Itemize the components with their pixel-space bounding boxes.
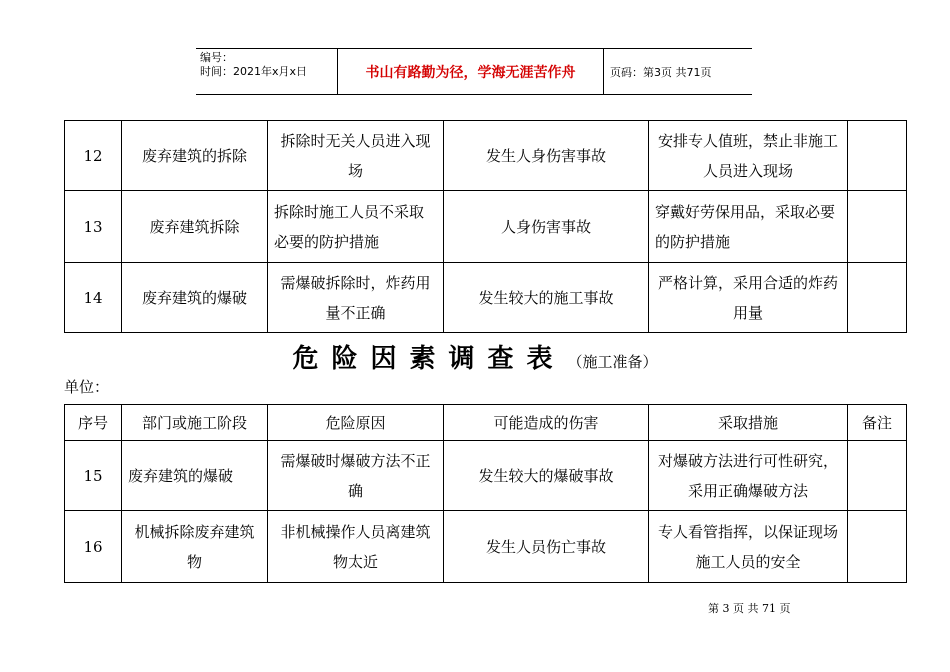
row-stage: 废弃建筑的爆破 bbox=[122, 441, 268, 511]
table-row bbox=[65, 441, 907, 511]
header-note: 备注 bbox=[848, 405, 907, 441]
header-no: 序号 bbox=[65, 405, 122, 441]
header-motto: 书山有路勤为径，学海无涯苦作舟 bbox=[338, 49, 604, 94]
title-main: 危险因素调查表 bbox=[292, 344, 566, 374]
row-harm: 发生人员伤亡事故 bbox=[444, 511, 649, 583]
row-note bbox=[848, 441, 907, 511]
hazard-table-continued bbox=[64, 120, 907, 333]
row-number: 12 bbox=[65, 121, 122, 191]
row-note bbox=[848, 263, 907, 333]
header-harm: 可能造成的伤害 bbox=[444, 405, 649, 441]
table-row bbox=[65, 191, 907, 263]
row-cause: 拆除时无关人员进入现场 bbox=[268, 121, 444, 191]
table-row bbox=[65, 121, 907, 191]
page-footer: 第 3 页 共 71 页 bbox=[708, 602, 791, 615]
row-cause: 需爆破拆除时，炸药用量不正确 bbox=[268, 263, 444, 333]
unit-label: 单位： bbox=[64, 378, 110, 396]
row-number: 14 bbox=[65, 263, 122, 333]
row-measure: 严格计算，采用合适的炸药用量 bbox=[649, 263, 848, 333]
row-number: 13 bbox=[65, 191, 122, 263]
header-measure: 采取措施 bbox=[649, 405, 848, 441]
row-measure: 对爆破方法进行可性研究，采用正确爆破方法 bbox=[649, 441, 848, 511]
number-label: 编号： bbox=[200, 51, 233, 64]
table-row bbox=[65, 511, 907, 583]
row-harm: 发生较大的施工事故 bbox=[444, 263, 649, 333]
row-harm: 人身伤害事故 bbox=[444, 191, 649, 263]
row-measure: 穿戴好劳保用品，采取必要的防护措施 bbox=[649, 191, 848, 263]
row-note bbox=[848, 511, 907, 583]
header-cause: 危险原因 bbox=[268, 405, 444, 441]
row-stage: 废弃建筑拆除 bbox=[122, 191, 268, 263]
title-sub: （施工准备） bbox=[567, 353, 658, 371]
row-measure: 专人看管指挥，以保证现场施工人员的安全 bbox=[649, 511, 848, 583]
row-number: 16 bbox=[65, 511, 122, 583]
row-cause: 非机械操作人员离建筑物太近 bbox=[268, 511, 444, 583]
row-harm: 发生人身伤害事故 bbox=[444, 121, 649, 191]
table-header-row bbox=[65, 405, 907, 441]
row-stage: 废弃建筑的爆破 bbox=[122, 263, 268, 333]
hazard-table bbox=[64, 404, 907, 583]
row-note bbox=[848, 121, 907, 191]
row-cause: 拆除时施工人员不采取必要的防护措施 bbox=[268, 191, 444, 263]
row-stage: 废弃建筑的拆除 bbox=[122, 121, 268, 191]
header-meta bbox=[196, 49, 338, 94]
header-page-code: 页码：第3页 共71页 bbox=[610, 65, 712, 79]
row-note bbox=[848, 191, 907, 263]
row-harm: 发生较大的爆破事故 bbox=[444, 441, 649, 511]
row-cause: 需爆破时爆破方法不正确 bbox=[268, 441, 444, 511]
table-row bbox=[65, 263, 907, 333]
header-stage: 部门或施工阶段 bbox=[122, 405, 268, 441]
time-label: 时间：2021年x月x日 bbox=[200, 65, 308, 78]
row-stage: 机械拆除废弃建筑物 bbox=[122, 511, 268, 583]
table-title bbox=[0, 338, 950, 375]
page-header bbox=[196, 48, 752, 95]
row-measure: 安排专人值班，禁止非施工人员进入现场 bbox=[649, 121, 848, 191]
row-number: 15 bbox=[65, 441, 122, 511]
